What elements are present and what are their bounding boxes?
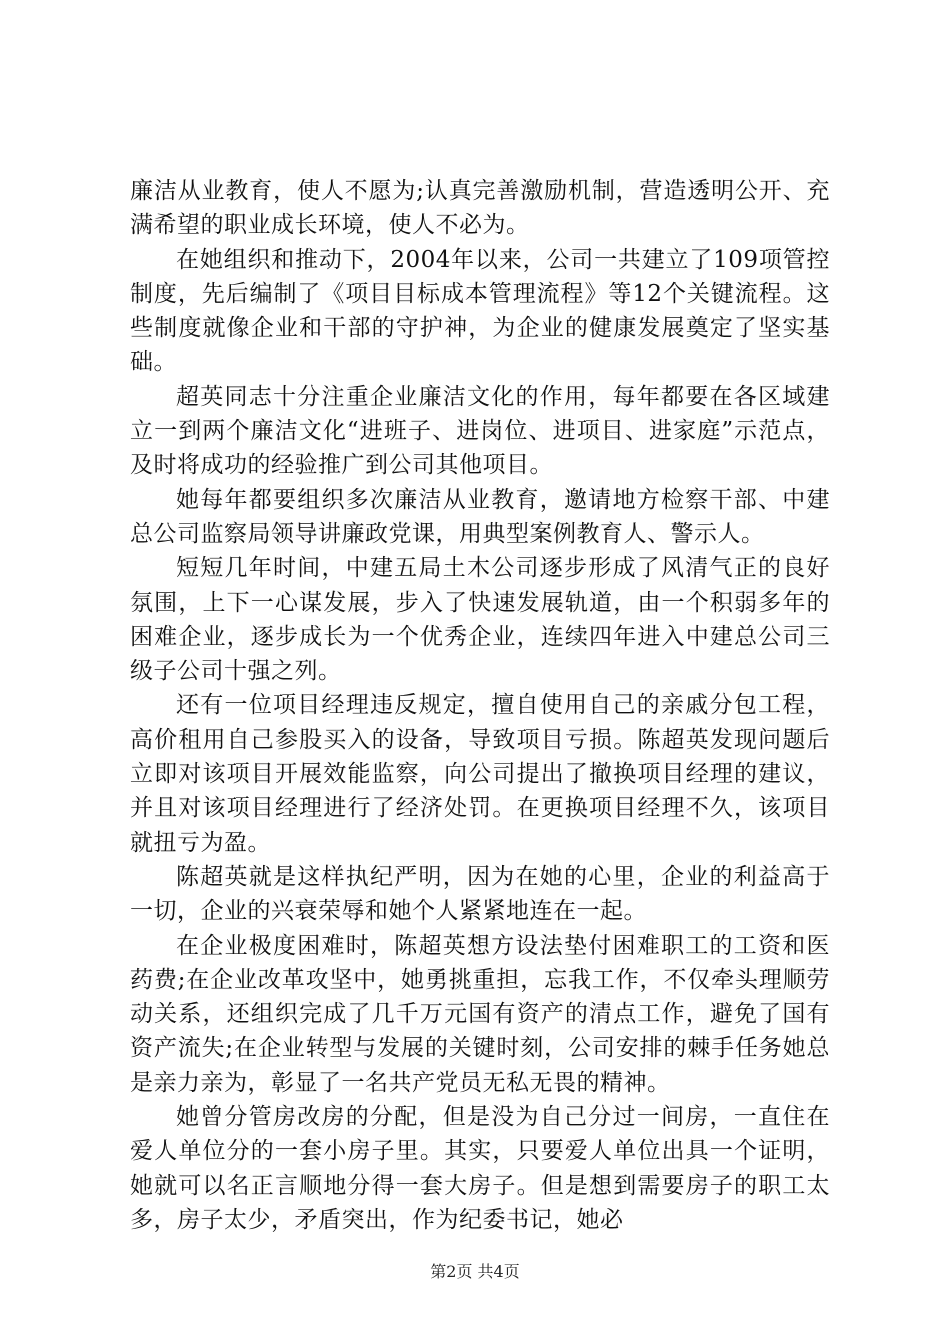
paragraph: 她曾分管房改房的分配，但是没为自己分过一间房，一直住在爱人单位分的一套小房子里。其实，只要爱人单位出具一个证明，她就可以名正言顺地分得一套大房子。但是想到需要房子的职工太多，房子太少，矛盾突出，作为纪委书记，她必	[130, 1104, 830, 1233]
paragraph: 在她组织和推动下，2004年以来，公司一共建立了109项管控制度，先后编制了《项目目标成本管理流程》等12个关键流程。这些制度就像企业和干部的守护神，为企业的健康发展奠定了坚实基础。	[130, 246, 830, 376]
paragraph: 在企业极度困难时，陈超英想方设法垫付困难职工的工资和医药费;在企业改革攻坚中，她勇挑重担，忘我工作，不仅牵头理顺劳动关系，还组织完成了几千万元国有资产的清点工作，避免了国有资产流失;在企业转型与发展的关键时刻，公司安排的棘手任务她总是亲力亲为，彰显了一名共产党员无私无畏的精神。	[130, 932, 830, 1096]
document-body	[130, 174, 830, 1237]
paragraph: 她每年都要组织多次廉洁从业教育，邀请地方检察干部、中建总公司监察局领导讲廉政党课，用典型案例教育人、警示人。	[130, 486, 830, 547]
paragraph: 陈超英就是这样执纪严明，因为在她的心里，企业的利益高于一切，企业的兴衰荣辱和她个人紧紧地连在一起。	[130, 863, 830, 925]
page-number-footer: 第2页 共4页	[430, 1262, 520, 1281]
paragraph: 短短几年时间，中建五局土木公司逐步形成了风清气正的良好氛围，上下一心谋发展，步入了快速发展轨道，由一个积弱多年的困难企业，逐步成长为一个优秀企业，连续四年进入中建总公司三级子公司十强之列。	[130, 555, 830, 685]
paragraph: 超英同志十分注重企业廉洁文化的作用，每年都要在各区域建立一到两个廉洁文化“进班子、进岗位、进项目、进家庭”示范点，及时将成功的经验推广到公司其他项目。	[130, 383, 830, 479]
paragraph: 还有一位项目经理违反规定，擅自使用自己的亲戚分包工程，高价租用自己参股买入的设备，导致项目亏损。陈超英发现问题后立即对该项目开展效能监察，向公司提出了撤换项目经理的建议，并且对该项目经理进行了经济处罚。在更换项目经理不久，该项目就扭亏为盈。	[130, 692, 830, 856]
paragraph-continuation: 廉洁从业教育，使人不愿为;认真完善激励机制，营造透明公开、充满希望的职业成长环境，使人不必为。	[130, 178, 830, 239]
